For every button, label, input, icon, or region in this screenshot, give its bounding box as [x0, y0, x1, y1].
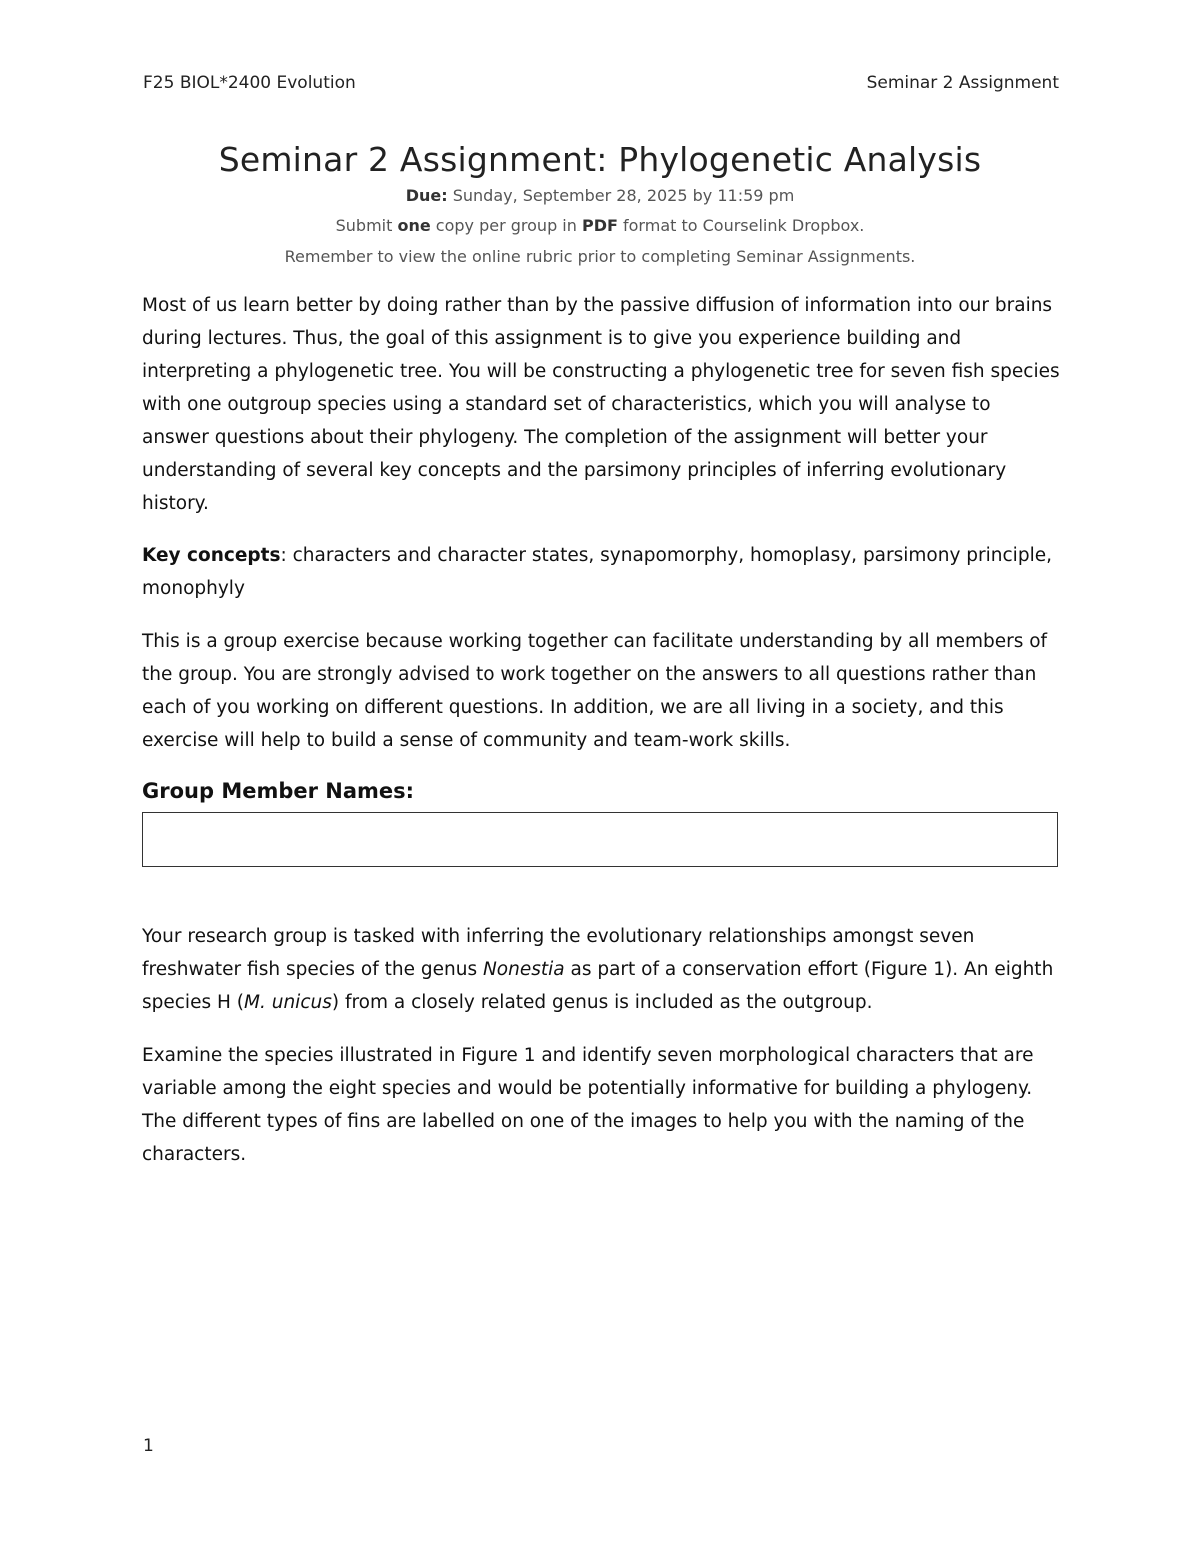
header-course: F25 BIOL*2400 Evolution	[143, 73, 356, 93]
key-concepts-text: : characters and character states, synapomorphy, homoplasy, parsimony principle, monophyly	[142, 545, 1052, 599]
due-label: Due:	[405, 186, 448, 205]
group-member-names-field[interactable]	[142, 812, 1058, 867]
key-concepts-label: Key concepts	[142, 545, 281, 566]
header-assignment: Seminar 2 Assignment	[866, 73, 1059, 93]
research-text-1: Your research group is tasked with inferring the evolutionary relationships amongst seven freshwater fish species of the genus	[142, 926, 975, 980]
submit-text-3: format to Courselink Dropbox.	[617, 216, 865, 235]
research-paragraph	[142, 920, 1062, 1019]
intro-paragraph: Most of us learn better by doing rather than by the passive diffusion of information into our brains during lectures. Thus, the goal of this assignment is to give you experience building and interpreting a phylogenetic tree. You will be constructing a phylogenetic tree for seven fish species with one outgroup species using a standard set of characteristics, which you will analyse to answer questions about their phylogeny. The completion of the assignment will better your understanding of several key concepts and the parsimony principles of inferring evolutionary history.	[142, 295, 1060, 514]
examine-paragraph: Examine the species illustrated in Figure 1 and identify seven morphological characters that are variable among the eight species and would be potentially informative for building a phylogeny. The different types of fins are labelled on one of the images to help you with the naming of the characters.	[142, 1045, 1034, 1165]
outgroup-species-name: M. unicus	[244, 992, 332, 1013]
submit-text-2: copy per group in	[430, 216, 582, 235]
research-text-3: ) from a closely related genus is included as the outgroup.	[331, 992, 873, 1013]
document-title: Seminar 2 Assignment: Phylogenetic Analysis	[218, 140, 982, 179]
genus-name: Nonestia	[482, 959, 565, 980]
submit-text-1: Submit	[335, 216, 398, 235]
key-concepts-paragraph	[142, 539, 1062, 605]
research-text-2: as part of a conservation effort (Figure 1). An eighth species H (	[142, 959, 1054, 1013]
submit-bold-pdf: PDF	[581, 216, 618, 235]
due-date-text: Sunday, September 28, 2025 by 11:59 pm	[447, 186, 795, 205]
group-exercise-paragraph: This is a group exercise because working together can facilitate understanding by all members of the group. You are strongly advised to work together on the answers to all questions rather than each of you working on different questions. In addition, we are all living in a society, and this exercise will help to build a sense of community and team-work skills.	[142, 631, 1048, 751]
due-date-line	[0, 186, 1200, 205]
page-number: 1	[143, 1436, 154, 1456]
rubric-reminder: Remember to view the online rubric prior to completing Seminar Assignments.	[284, 247, 916, 266]
submit-bold-one: one	[397, 216, 431, 235]
submission-instructions	[0, 216, 1200, 235]
group-member-names-heading: Group Member Names:	[142, 779, 415, 803]
